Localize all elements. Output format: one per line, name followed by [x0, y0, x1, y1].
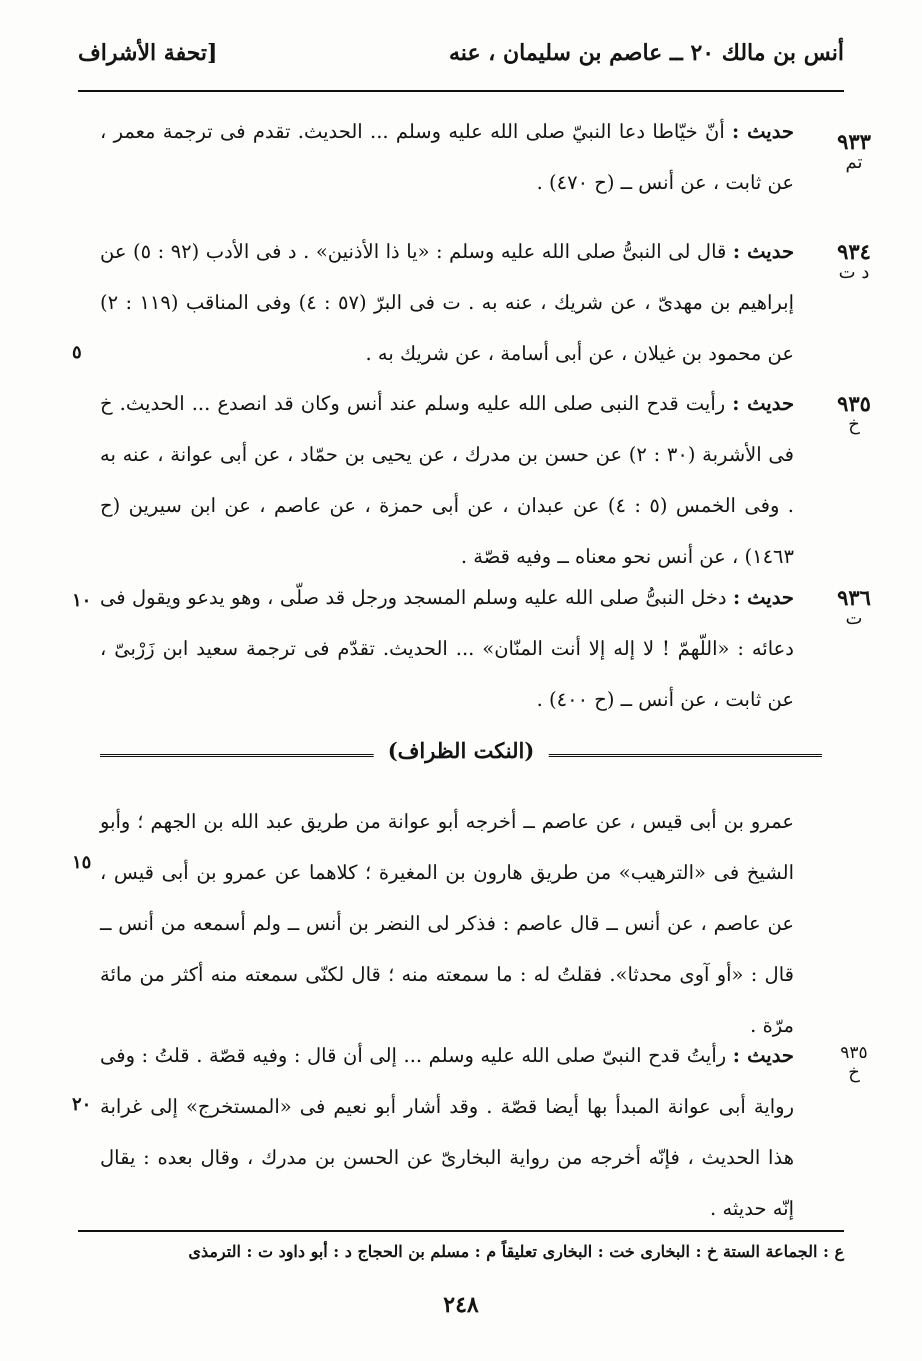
hadith-entry	[100, 106, 871, 208]
hadith-keyword: حديث :	[732, 586, 794, 609]
entry-body: رأيتُ قدح النبىّ صلى الله عليه وسلم ... إلى أن قال : وفيه قصّة . قلتُ : وفى رواية أبى عوانة المبدأ بها أيضا قصّة . وقد أشار أبو نعيم فى «المستخرج» إلى غرابة هذا الحديث ، فإنّه أخرجه من رواية البخارىّ عن الحسن بن مدرك ، وقال بعده : يقال إنّه حديثه .	[100, 1044, 794, 1220]
entry-number	[816, 240, 892, 283]
header-book-title: [تحفة الأشراف	[78, 40, 218, 66]
hadith-keyword: حديث :	[732, 392, 794, 415]
header-chapter-title: أنس بن مالك ٢٠ ــ عاصم بن سليمان ، عنه	[449, 40, 844, 66]
hadith-keyword: حديث :	[732, 120, 794, 143]
running-header	[78, 40, 844, 80]
entry-text	[100, 378, 794, 582]
line-number: ١٥	[72, 852, 92, 873]
entry-text	[100, 1030, 794, 1234]
entry-number-value: ٩٣٦	[837, 585, 871, 610]
entry-text	[100, 572, 794, 725]
nukat-entry	[100, 1030, 868, 1234]
entry-siglum: تم	[845, 152, 863, 174]
entry-siglum: خ	[848, 1061, 860, 1083]
line-number: ٥	[72, 342, 82, 363]
entry-siglum: د ت	[838, 262, 870, 284]
entry-number	[816, 392, 892, 435]
nukat-text: عمرو بن أبى قيس ، عن عاصم ــ أخرجه أبو عوانة من طريق عبد الله بن الجهم ؛ وأبو الشيخ فى «الترهيب» من طريق هارون بن المغيرة ؛ كلاهما عن عمرو بن أبى قيس ، عن عاصم ، عن أنس ــ قال عاصم : فذكر لى النضر بن أنس ــ ولم أسمعه من أنس ــ قال : «أو آوى محدثا». فقلتُ له : ما سمعته منه ؛ قال لكنّى سمعته منه أكثر من مائة مرّة .	[100, 810, 794, 1037]
entry-number-value: ٩٣٥	[837, 391, 871, 416]
entry-body: دخل النبىُّ صلى الله عليه وسلم المسجد ورجل قد صلّى ، وهو يدعو ويقول فى دعائه : «اللّهمّ ! لا إله إلا أنت المنّان» ... الحديث. تقدّم فى ترجمة سعيد ابن زَرْبىّ ، عن ثابت ، عن أنس ــ (ح ٤٠٠) .	[100, 586, 794, 711]
entry-number	[816, 130, 892, 173]
entry-siglum: ت	[845, 608, 863, 630]
header-rule	[78, 90, 844, 92]
section-divider	[100, 738, 822, 768]
entry-number	[816, 586, 892, 629]
entry-body: أنّ خيّاطا دعا النبيّ صلى الله عليه وسلم ... الحديث. تقدم فى ترجمة معمر ، عن ثابت ، عن أنس ــ (ح ٤٧٠) .	[100, 120, 794, 194]
page-number: ٢٤٨	[443, 1292, 479, 1318]
nukat-paragraph	[100, 796, 794, 1051]
entry-body: قال لى النبىُّ صلى الله عليه وسلم : «يا ذا الأذنين» . د فى الأدب (٩٢ : ٥) عن إبراهيم بن مهدىّ ، عن شريك ، عنه به . ت فى البرّ (٥٧ : ٤) وفى المناقب (١١٩ : ٢) عن محمود بن غيلان ، عن أبى أسامة ، عن شريك به .	[100, 240, 795, 365]
hadith-keyword: حديث :	[732, 240, 795, 263]
entry-siglum: خ	[848, 414, 860, 436]
hadith-keyword: حديث :	[732, 1044, 794, 1067]
entry-text	[100, 106, 794, 208]
entry-number	[816, 1044, 892, 1082]
line-number: ٢٠	[72, 1094, 92, 1115]
entry-number-value: ٩٣٤	[837, 239, 871, 264]
line-number: ١٠	[72, 590, 92, 611]
hadith-entry	[100, 226, 871, 379]
entry-body: رأيت قدح النبى صلى الله عليه وسلم عند أنس وكان قد انصدع ... الحديث. خ فى الأشربة (٣٠ : ٢) عن حسن بن مدرك ، عن يحيى بن حمّاد ، عن أبى عوانة ، عنه به . وفى الخمس (٥ : ٤) عن عبدان ، عن أبى حمزة ، عن عاصم ، عن ابن سيرين (ح ١٤٦٣) ، عن أنس نحو معناه ــ وفيه قصّة .	[100, 392, 794, 568]
hadith-entry	[100, 378, 871, 582]
divider-title: (النكت الظراف)	[374, 738, 549, 763]
entry-number-value: ٩٣٣	[837, 129, 871, 154]
entry-number-value: ٩٣٥	[840, 1043, 868, 1063]
entry-text	[100, 226, 794, 379]
abbreviations-key: ع : الجماعة الستة خ : البخارى خت : البخارى تعليقاً م : مسلم بن الحجاج د : أبو داود ت : الترمذى	[188, 1242, 844, 1261]
footer-rule	[78, 1230, 844, 1232]
hadith-entry	[100, 572, 871, 725]
